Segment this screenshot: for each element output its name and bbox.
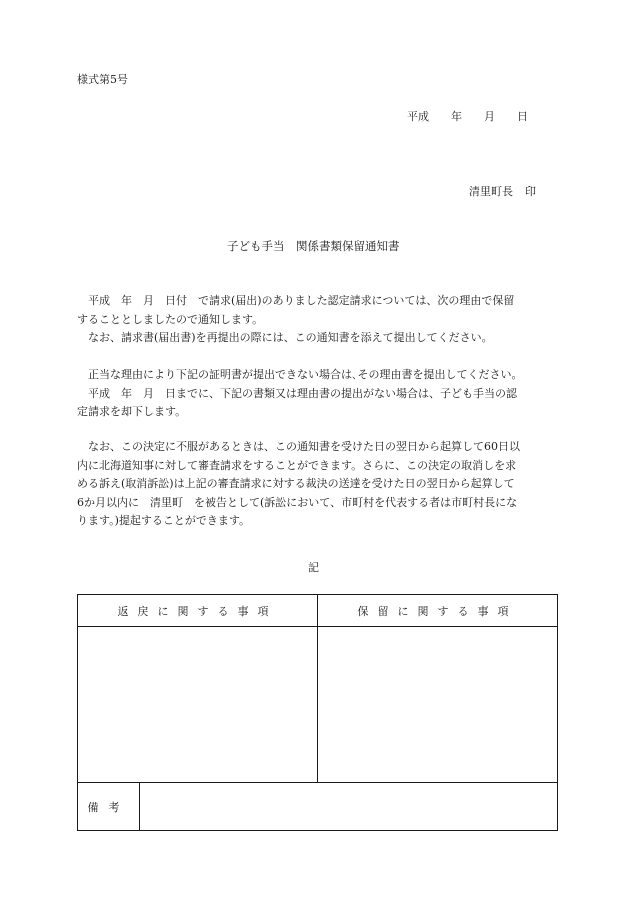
paragraph-hold-notice [77, 292, 553, 348]
paragraph-line: 平成 年 月 日までに、下記の書類又は理由書の提出がない場合は、子ども手当の認 [77, 386, 517, 400]
header-return-matters: 返戻に関する事項 [78, 595, 318, 627]
issuer-line [469, 183, 536, 199]
paragraph-line: 定請求を却下します。 [77, 405, 187, 418]
paragraph-deadline [77, 366, 553, 422]
form-number: 様式第5号 [77, 73, 128, 86]
issuer-name: 清里町長 [469, 185, 513, 198]
issuer-seal: 印 [525, 185, 536, 198]
ki-label: 記 [308, 561, 319, 574]
paragraph-line: することとしましたので通知します。 [77, 312, 264, 326]
detail-table [77, 594, 558, 831]
remarks-label: 備考 [78, 783, 140, 831]
paragraph-line: める訴え(取消訴訟)は上記の審査請求に対する裁決の送達を受けた日の翌日から起算して [77, 477, 515, 490]
header-hold-matters: 保留に関する事項 [318, 595, 558, 627]
date-year: 年 [451, 110, 462, 123]
remarks-cell[interactable] [140, 783, 558, 831]
hold-matters-cell[interactable] [318, 627, 558, 783]
date-era: 平成 [407, 110, 429, 123]
paragraph-line: なお、請求書(届出書)を再提出の際には、この通知書を添えて提出してください。 [77, 331, 493, 344]
paragraph-appeal [77, 438, 553, 531]
date-line [407, 108, 528, 124]
paragraph-line: ります。)提起することができます。 [77, 514, 251, 527]
paragraph-line: 平成 年 月 日付 で請求(届出)のありました認定請求については、次の理由で保留 [77, 294, 515, 307]
date-day: 日 [517, 110, 528, 123]
paragraph-line: 6か月以内に 清里町 を被告として(訴訟において、市町村を代表する者は市町村長にな [77, 495, 518, 509]
paragraph-line: なお、この決定に不服があるときは、この通知書を受けた日の翌日から起算して60日以 [77, 440, 520, 453]
date-month: 月 [484, 110, 495, 123]
return-matters-cell[interactable] [78, 627, 318, 783]
paragraph-line: 正当な理由により下記の証明書が提出できない場合は､その理由書を提出してください。 [77, 368, 523, 381]
document-title: 子ども手当 関係書類保留通知書 [227, 239, 400, 253]
paragraph-line: 内に北海道知事に対して審査請求をすることができます。さらに、この決定の取消しを求 [77, 458, 517, 472]
